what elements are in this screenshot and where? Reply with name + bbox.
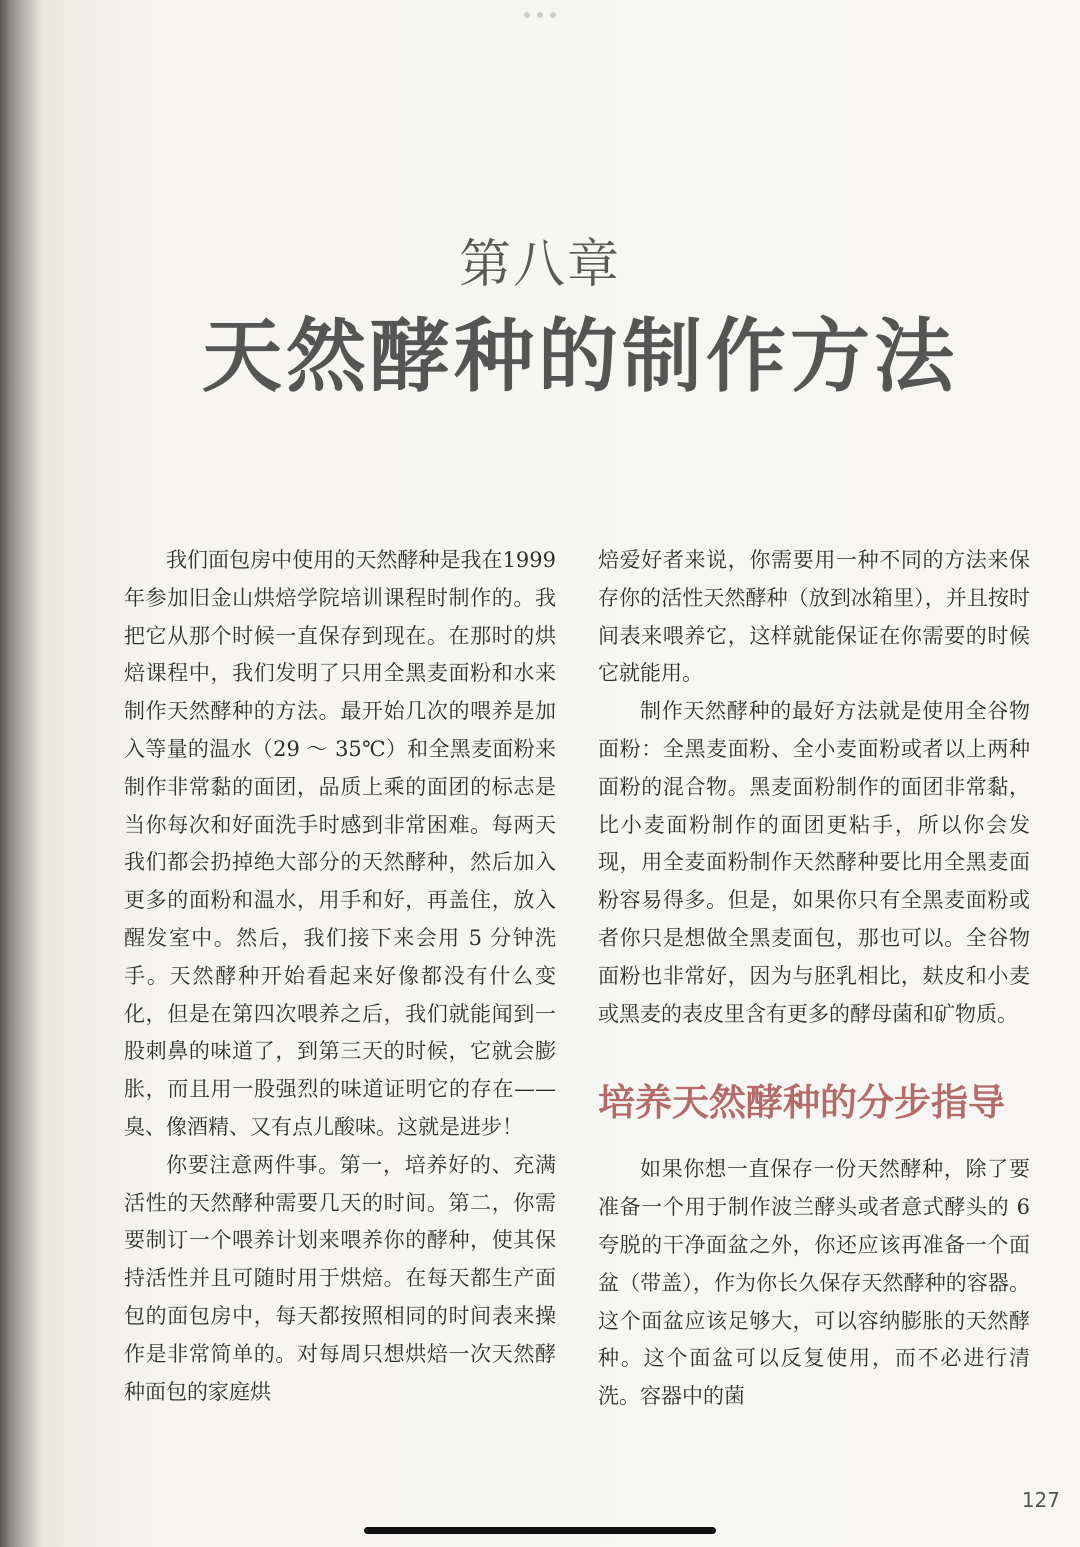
chapter-title: 天然酵种的制作方法 xyxy=(202,310,958,403)
paragraph: 我们面包房中使用的天然酵种是我在1999 年参加旧金山烘焙学院培训课程时制作的。我把它从那个时候一直保存到现在。在那时的烘焙课程中，我们发明了只用全黑麦面粉和水来制作天然酵种的方法。最开始几次的喂养是加入等量的温水（29 ～ 35℃）和全黑麦面粉来制作非常黏的面团，品质上乘的面团的标志是当你每次和好面洗手时感到非常困难。每两天我们都会扔掉绝大部分的天然酵种，然后加入更多的面粉和温水，用手和好，再盖住，放入醒发室中。然后，我们接下来会用 5 分钟洗手。天然酵种开始看起来好像都没有什么变化，但是在第四次喂养之后，我们就能闻到一股刺鼻的味道了，到第三天的时候，它就会膨胀，而且用一股强烈的味道证明它的存在——臭、像酒精、又有点儿酸味。这就是进步！ xyxy=(124,548,556,1139)
home-indicator-bar[interactable] xyxy=(364,1527,716,1534)
page-number: 127 xyxy=(1021,1488,1060,1512)
paragraph: 你要注意两件事。第一，培养好的、充满活性的天然酵种需要几天的时间。第二，你需要制订一个喂养计划来喂养你的酵种，使其保持活性并且可随时用于烘焙。在每天都生产面包的面包房中，每天都按照相同的时间表来操作是非常简单的。对每周只想烘焙一次天然酵种面包的家庭烘 xyxy=(124,1152,556,1404)
camera-dot xyxy=(524,12,530,18)
right-column xyxy=(598,542,1030,1416)
paragraph-continuation: 焙爱好者来说，你需要用一种不同的方法来保存你的活性天然酵种（放到冰箱里），并且按时间表来喂养它，这样就能保证在你需要的时候它就能用。 xyxy=(598,548,1030,686)
paragraph: 制作天然酵种的最好方法就是使用全谷物面粉：全黑麦面粉、全小麦面粉或者以上两种面粉的混合物。黑麦面粉制作的面团非常黏，比小麦面粉制作的面团更粘手，所以你会发现，用全麦面粉制作天然酵种要比用全黑麦面粉容易得多。但是，如果你只有全黑麦面粉或者你只是想做全黑麦面包，那也可以。全谷物面粉也非常好，因为与胚乳相比，麸皮和小麦或黑麦的表皮里含有更多的酵母菌和矿物质。 xyxy=(598,699,1030,1026)
section-heading: 培养天然酵种的分步指导 xyxy=(598,1081,1005,1125)
camera-dot xyxy=(550,12,556,18)
left-column xyxy=(124,542,556,1411)
paragraph: 如果你想一直保存一份天然酵种，除了要准备一个用于制作波兰酵头或者意式酵头的 6 夸脱的干净面盆之外，你还应该再准备一个面盆（带盖），作为你长久保存天然酵种的容器。这个面盆应该足够大，可以容纳膨胀的天然酵种。这个面盆可以反复使用，而不必进行清洗。容器中的菌 xyxy=(598,1157,1030,1409)
camera-indicator-dots xyxy=(524,12,556,18)
chapter-number: 第八章 xyxy=(458,235,621,295)
camera-dot xyxy=(537,12,543,18)
